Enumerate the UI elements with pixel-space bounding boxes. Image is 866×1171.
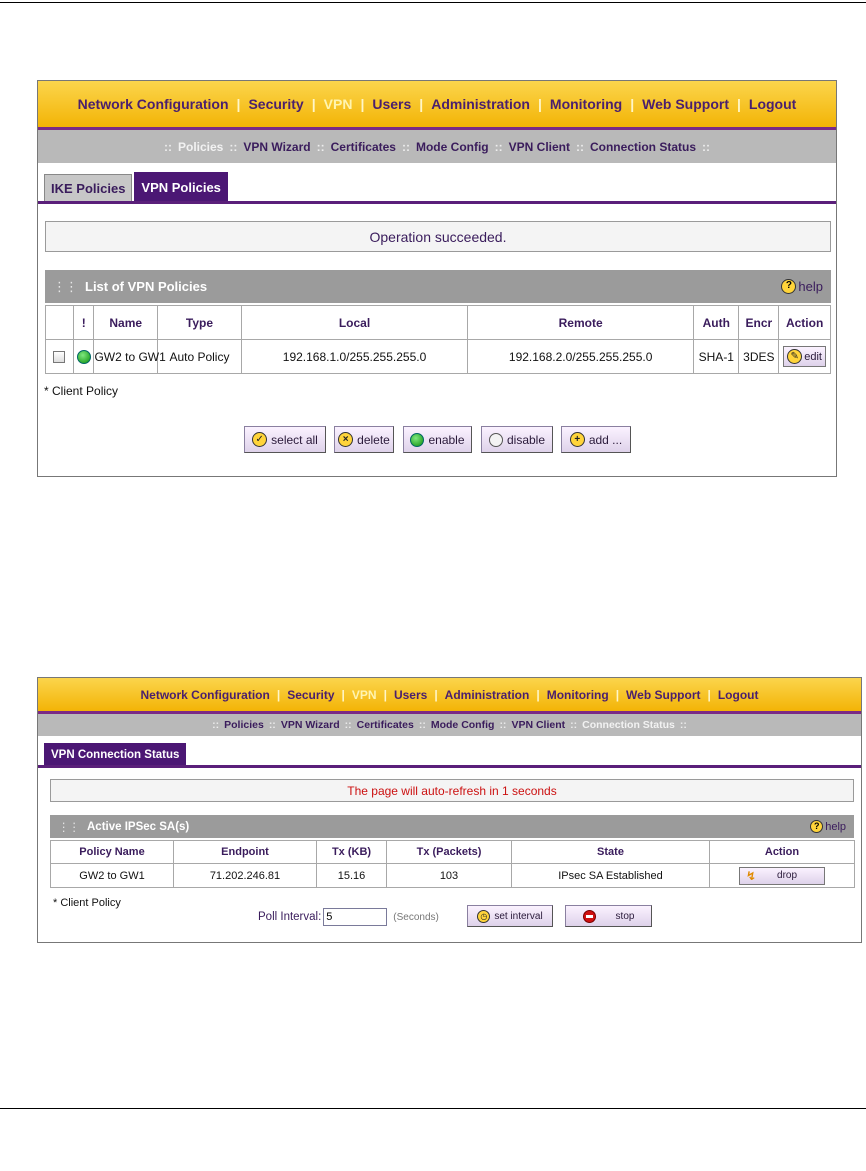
help-icon: ? <box>810 820 823 833</box>
col-state: State <box>512 841 710 864</box>
col-auth[interactable]: Auth <box>694 306 739 340</box>
cell-local: 192.168.1.0/255.255.255.0 <box>241 340 467 374</box>
col-tx-kb: Tx (KB) <box>317 841 387 864</box>
row-status-cell <box>73 340 93 374</box>
nav-separator: | <box>419 96 424 112</box>
stop-icon <box>583 910 596 923</box>
edit-icon: ✎ <box>787 349 802 364</box>
clock-icon: ◷ <box>477 910 490 923</box>
active-ipsec-sa-table <box>50 840 855 888</box>
status-message: Operation succeeded. <box>45 221 831 252</box>
nav-administration[interactable]: Administration <box>431 96 530 112</box>
cell-tx-kb: 15.16 <box>317 864 387 888</box>
drop-button[interactable] <box>739 867 825 885</box>
col-action: Action <box>779 306 831 340</box>
disable-icon <box>489 433 503 447</box>
delete-label: delete <box>357 432 390 447</box>
subnav-connection-status[interactable]: Connection Status <box>589 139 696 154</box>
nav-separator: | <box>276 687 281 702</box>
section-title: List of VPN Policies <box>85 279 208 294</box>
subnav-separator: :: <box>679 719 687 731</box>
subnav-vpn-wizard[interactable]: VPN Wizard <box>280 719 340 731</box>
stop-label: stop <box>615 910 635 922</box>
subnav-separator: :: <box>499 719 507 731</box>
nav-network-configuration[interactable]: Network Configuration <box>77 96 229 112</box>
col-tx-packets: Tx (Packets) <box>387 841 512 864</box>
nav-network-configuration[interactable]: Network Configuration <box>140 687 270 702</box>
poll-interval-input[interactable] <box>323 908 387 926</box>
cell-auth: SHA-1 <box>694 340 739 374</box>
cell-type: Auto Policy <box>157 340 241 374</box>
subnav-separator: :: <box>418 719 426 731</box>
vpn-policies-screenshot <box>37 80 837 477</box>
enable-label: enable <box>428 432 465 447</box>
nav-security[interactable]: Security <box>248 96 304 112</box>
col-type[interactable]: Type <box>157 306 241 340</box>
nav-separator: | <box>707 687 711 702</box>
nav-vpn[interactable]: VPN <box>323 96 353 112</box>
subnav-separator: :: <box>344 719 352 731</box>
nav-web-support[interactable]: Web Support <box>642 96 729 112</box>
sub-nav-bar <box>38 714 861 736</box>
grip-icon: ⋮⋮ <box>58 821 79 834</box>
subnav-mode-config[interactable]: Mode Config <box>415 139 489 154</box>
nav-users[interactable]: Users <box>372 96 412 112</box>
nav-separator: | <box>537 96 542 112</box>
subnav-separator: :: <box>702 139 710 154</box>
poll-interval-group <box>258 907 439 927</box>
col-remote[interactable]: Remote <box>468 306 694 340</box>
top-nav-bar <box>38 81 836 130</box>
help-link[interactable] <box>781 279 823 294</box>
cell-action <box>710 864 855 888</box>
cell-state: IPsec SA Established <box>512 864 710 888</box>
nav-separator: | <box>383 687 387 702</box>
tab-strip <box>38 165 836 204</box>
nav-separator: | <box>615 687 620 702</box>
subnav-separator: :: <box>212 719 220 731</box>
section-header <box>50 815 854 838</box>
subnav-separator: :: <box>570 719 578 731</box>
subnav-separator: :: <box>401 139 410 154</box>
nav-separator: | <box>360 96 365 112</box>
poll-interval-unit: (Seconds) <box>393 911 439 923</box>
subnav-vpn-client[interactable]: VPN Client <box>511 719 566 731</box>
edit-label: edit <box>804 350 822 363</box>
cell-policy-name: GW2 to GW1 <box>51 864 174 888</box>
sub-nav-bar <box>38 130 836 163</box>
subnav-separator: :: <box>229 139 238 154</box>
nav-users[interactable]: Users <box>393 687 428 702</box>
nav-administration[interactable]: Administration <box>444 687 530 702</box>
subnav-certificates[interactable]: Certificates <box>356 719 414 731</box>
col-name[interactable]: Name <box>94 306 158 340</box>
subnav-separator: :: <box>268 719 276 731</box>
auto-refresh-message: The page will auto-refresh in 1 seconds <box>50 779 854 802</box>
subnav-mode-config[interactable]: Mode Config <box>430 719 495 731</box>
nav-vpn[interactable]: VPN <box>351 687 377 702</box>
help-label: help <box>825 820 846 833</box>
col-status: ! <box>73 306 93 340</box>
vpn-policies-table <box>45 305 831 374</box>
tab-vpn-policies[interactable]: VPN Policies <box>134 172 227 201</box>
nav-separator: | <box>236 96 241 112</box>
help-label: help <box>798 279 823 294</box>
cell-endpoint: 71.202.246.81 <box>174 864 317 888</box>
nav-logout[interactable]: Logout <box>748 96 797 112</box>
enable-icon <box>410 433 424 447</box>
section-title: Active IPSec SA(s) <box>87 820 190 833</box>
subnav-separator: :: <box>494 139 503 154</box>
tab-ike-policies[interactable]: IKE Policies <box>44 174 132 201</box>
disable-label: disable <box>506 432 546 447</box>
set-interval-label: set interval <box>494 910 543 922</box>
nav-separator: | <box>536 687 540 702</box>
subnav-separator: :: <box>164 139 172 154</box>
nav-separator: | <box>630 96 635 112</box>
grip-icon: ⋮⋮ <box>53 278 77 294</box>
client-policy-note: * Client Policy <box>44 384 119 398</box>
nav-separator: | <box>311 96 316 112</box>
subnav-vpn-wizard[interactable]: VPN Wizard <box>243 139 311 154</box>
drop-label: drop <box>777 870 798 881</box>
stop-button[interactable] <box>565 905 652 927</box>
nav-separator: | <box>434 687 438 702</box>
select-all-label: select all <box>271 432 318 447</box>
lightning-icon: ↯ <box>746 868 757 883</box>
cell-encr: 3DES <box>739 340 779 374</box>
table-row <box>51 864 855 888</box>
delete-button[interactable] <box>334 426 394 453</box>
add-label: add ... <box>588 432 623 447</box>
table-header-row <box>51 841 855 864</box>
subnav-policies[interactable]: Policies <box>178 139 224 154</box>
cell-name: GW2 to GW1 <box>94 340 158 374</box>
nav-logout[interactable]: Logout <box>717 687 759 702</box>
row-select-cell <box>46 340 74 374</box>
subnav-separator: :: <box>316 139 325 154</box>
subnav-certificates[interactable]: Certificates <box>330 139 396 154</box>
col-action: Action <box>710 841 855 864</box>
disable-button[interactable] <box>481 426 553 453</box>
vpn-connection-status-screenshot <box>37 677 862 943</box>
nav-security[interactable]: Security <box>287 687 335 702</box>
set-interval-button[interactable] <box>467 905 553 927</box>
status-dot-icon <box>77 350 91 364</box>
check-icon: ✓ <box>252 432 267 447</box>
delete-icon: × <box>338 432 353 447</box>
client-policy-note: * Client Policy <box>53 897 121 909</box>
add-button[interactable] <box>561 426 631 453</box>
help-icon: ? <box>781 279 796 294</box>
row-checkbox[interactable] <box>53 351 65 363</box>
col-policy-name: Policy Name <box>51 841 174 864</box>
nav-separator: | <box>341 687 345 702</box>
top-nav-bar <box>38 678 861 714</box>
select-all-button[interactable] <box>244 426 326 453</box>
edit-button[interactable] <box>783 346 826 367</box>
subnav-policies[interactable]: Policies <box>224 719 264 731</box>
col-endpoint: Endpoint <box>174 841 317 864</box>
col-encr[interactable]: Encr <box>739 306 779 340</box>
nav-separator: | <box>736 96 741 112</box>
subnav-separator: :: <box>575 139 584 154</box>
nav-monitoring[interactable]: Monitoring <box>549 96 623 112</box>
cell-remote: 192.168.2.0/255.255.255.0 <box>468 340 694 374</box>
table-row <box>46 340 831 374</box>
subnav-vpn-client[interactable]: VPN Client <box>508 139 570 154</box>
page-bottom-rule <box>0 1108 866 1109</box>
tab-strip <box>38 738 861 768</box>
help-link[interactable] <box>810 820 846 833</box>
table-header-row <box>46 306 831 340</box>
add-icon: + <box>570 432 585 447</box>
enable-button[interactable] <box>403 426 472 453</box>
section-header <box>45 270 831 303</box>
page-top-rule <box>0 2 866 3</box>
nav-web-support[interactable]: Web Support <box>626 687 701 702</box>
col-select <box>46 306 74 340</box>
nav-monitoring[interactable]: Monitoring <box>546 687 609 702</box>
cell-action <box>779 340 831 374</box>
tab-vpn-connection-status[interactable]: VPN Connection Status <box>44 743 186 765</box>
cell-tx-packets: 103 <box>387 864 512 888</box>
subnav-connection-status[interactable]: Connection Status <box>582 719 675 731</box>
poll-interval-label: Poll Interval: <box>258 911 322 923</box>
col-local[interactable]: Local <box>241 306 467 340</box>
